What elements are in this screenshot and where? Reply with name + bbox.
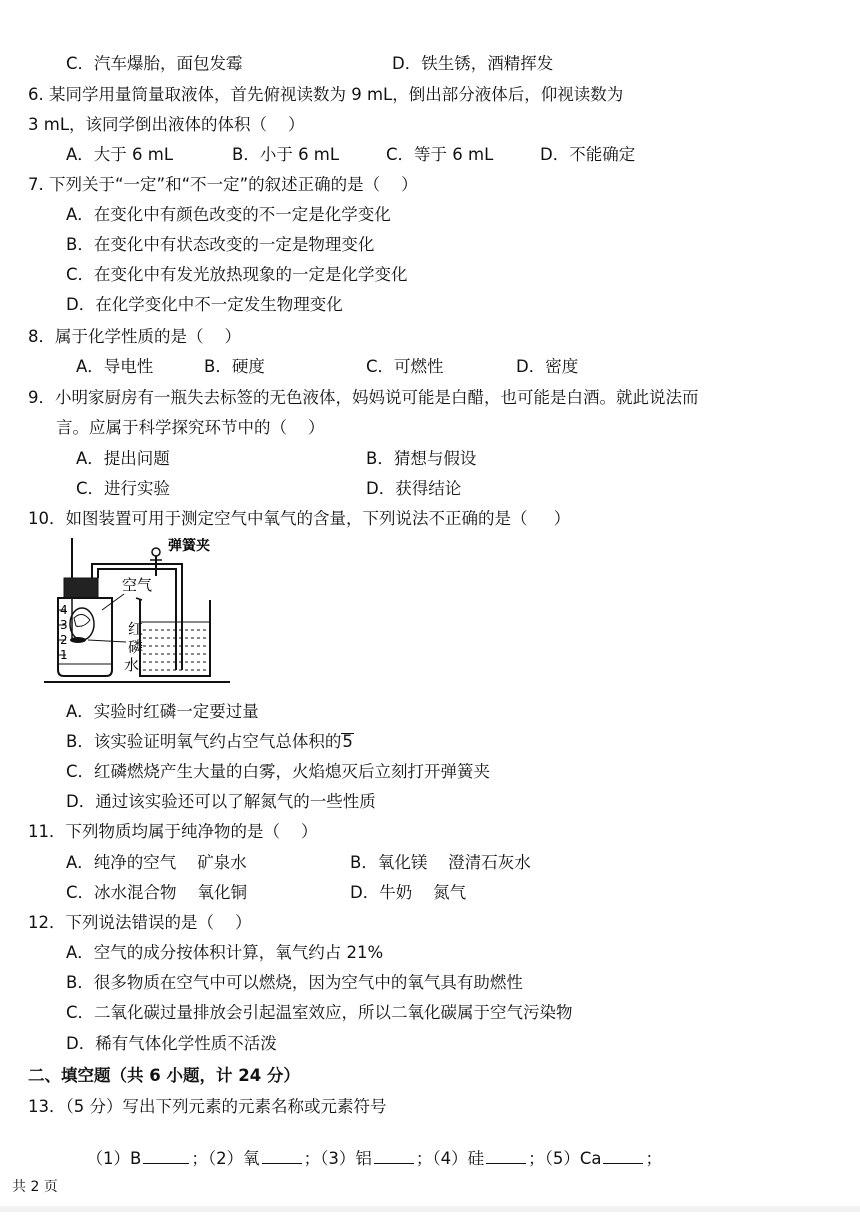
q13-item-3: ；（3）铝 bbox=[303, 1149, 372, 1168]
q5-option-c: C．汽车爆胎，面包发霉 bbox=[66, 54, 243, 73]
air-label: 空气 bbox=[122, 576, 153, 594]
q12-option-b: B．很多物质在空气中可以燃烧，因为空气中的氧气具有助燃性 bbox=[66, 973, 523, 992]
section-title: 二、填空题（共 6 小题，计 24 分） bbox=[28, 1066, 300, 1085]
q12-stem: 12．下列说法错误的是（ ） bbox=[28, 913, 252, 932]
q11-option-a: A．纯净的空气 矿泉水 bbox=[66, 853, 247, 872]
q11-option-d: D．牛奶 氮气 bbox=[350, 883, 467, 902]
q11-option-b: B．氧化镁 澄清石灰水 bbox=[350, 853, 531, 872]
q7-option-b: B．在变化中有状态改变的一定是物理变化 bbox=[66, 235, 375, 254]
answer-blank-4[interactable] bbox=[486, 1147, 526, 1164]
q6-stem-line2: 3 mL，该同学倒出液体的体积（ ） bbox=[28, 115, 305, 134]
q13-item-4: ；（4）硅 bbox=[415, 1149, 485, 1168]
q9-option-a: A．提出问题 bbox=[76, 449, 170, 468]
q9-option-d: D．获得结论 bbox=[366, 479, 462, 498]
q13-item-end: ； bbox=[645, 1149, 662, 1168]
q10-option-c: C．红磷燃烧产生大量的白雾，火焰熄灭后立刻打开弹簧夹 bbox=[66, 762, 491, 781]
q6-option-d: D．不能确定 bbox=[540, 145, 636, 164]
q9-stem-line1: 9．小明家厨房有一瓶失去标签的无色液体，妈妈说可能是白醋，也可能是白酒。就此说法而 bbox=[28, 388, 699, 407]
scale-mark-2: 2 bbox=[60, 633, 68, 647]
q6-option-a: A．大于 6 mL bbox=[66, 145, 174, 164]
fraction-denominator: 5 bbox=[342, 732, 353, 751]
scale-mark-1: 1 bbox=[60, 648, 68, 662]
water-label: 水 bbox=[124, 656, 140, 674]
q13-item-5: ；（5）Ca bbox=[528, 1149, 602, 1168]
q9-option-b: B．猜想与假设 bbox=[366, 449, 477, 468]
phosphorus-label-1: 红 bbox=[128, 620, 144, 638]
q13-item-2: ；（2）氧 bbox=[191, 1149, 260, 1168]
q13-blanks-row bbox=[76, 1127, 662, 1169]
q12-option-c: C．二氧化碳过量排放会引起温室效应，所以二氧化碳属于空气污染物 bbox=[66, 1003, 573, 1022]
answer-blank-3[interactable] bbox=[374, 1147, 414, 1164]
q8-option-c: C．可燃性 bbox=[366, 357, 444, 376]
q9-stem-line2: 言。应属于科学探究环节中的（ ） bbox=[56, 418, 325, 437]
q8-option-d: D．密度 bbox=[516, 357, 579, 376]
q8-option-a: A．导电性 bbox=[76, 357, 154, 376]
q10-option-a: A．实验时红磷一定要过量 bbox=[66, 702, 259, 721]
bottom-strip bbox=[0, 1206, 860, 1212]
q12-option-d: D．稀有气体化学性质不活泼 bbox=[66, 1034, 277, 1053]
q10-option-b bbox=[66, 732, 354, 752]
q11-option-c: C．冰水混合物 氧化铜 bbox=[66, 883, 248, 902]
page-footer: 共 2 页 bbox=[12, 1179, 58, 1195]
q8-stem: 8．属于化学性质的是（ ） bbox=[28, 327, 241, 346]
answer-blank-5[interactable] bbox=[603, 1147, 643, 1164]
phosphorus-label-2: 磷 bbox=[128, 638, 144, 656]
q7-stem: 7. 下列关于“一定”和“不一定”的叙述正确的是（ ） bbox=[28, 175, 418, 194]
q7-option-c: C．在变化中有发光放热现象的一定是化学变化 bbox=[66, 265, 408, 284]
q10-stem: 10．如图装置可用于测定空气中氧气的含量，下列说法不正确的是（ ） bbox=[28, 509, 571, 528]
q6-option-b: B．小于 6 mL bbox=[232, 145, 340, 164]
q7-option-d: D．在化学变化中不一定发生物理变化 bbox=[66, 295, 343, 314]
q8-option-b: B．硬度 bbox=[204, 357, 265, 376]
q10-option-b-text: B．该实验证明氧气约占空气总体积的 bbox=[66, 732, 342, 751]
answer-blank-1[interactable] bbox=[143, 1147, 189, 1164]
q11-stem: 11．下列物质均属于纯净物的是（ ） bbox=[28, 822, 318, 841]
q13-item-1: （1）B bbox=[86, 1149, 142, 1168]
answer-blank-2[interactable] bbox=[262, 1147, 302, 1164]
q10-option-d: D．通过该实验还可以了解氮气的一些性质 bbox=[66, 792, 376, 811]
q7-option-a: A．在变化中有颜色改变的不一定是化学变化 bbox=[66, 205, 391, 224]
spring-clip-label: 弹簧夹 bbox=[168, 538, 210, 554]
q5-option-d: D．铁生锈，酒精挥发 bbox=[392, 54, 554, 73]
oxygen-measurement-apparatus bbox=[44, 538, 234, 688]
q12-option-a: A．空气的成分按体积计算，氧气约占 21% bbox=[66, 943, 384, 962]
q9-option-c: C．进行实验 bbox=[76, 479, 171, 498]
scale-mark-4: 4 bbox=[60, 603, 68, 617]
q6-option-c: C．等于 6 mL bbox=[386, 145, 494, 164]
q13-stem: 13．（5 分）写出下列元素的元素名称或元素符号 bbox=[28, 1097, 387, 1116]
scale-mark-3: 3 bbox=[60, 618, 68, 632]
q6-stem-line1: 6. 某同学用量筒量取液体，首先俯视读数为 9 mL，倒出部分液体后，仰视读数为 bbox=[28, 85, 624, 104]
